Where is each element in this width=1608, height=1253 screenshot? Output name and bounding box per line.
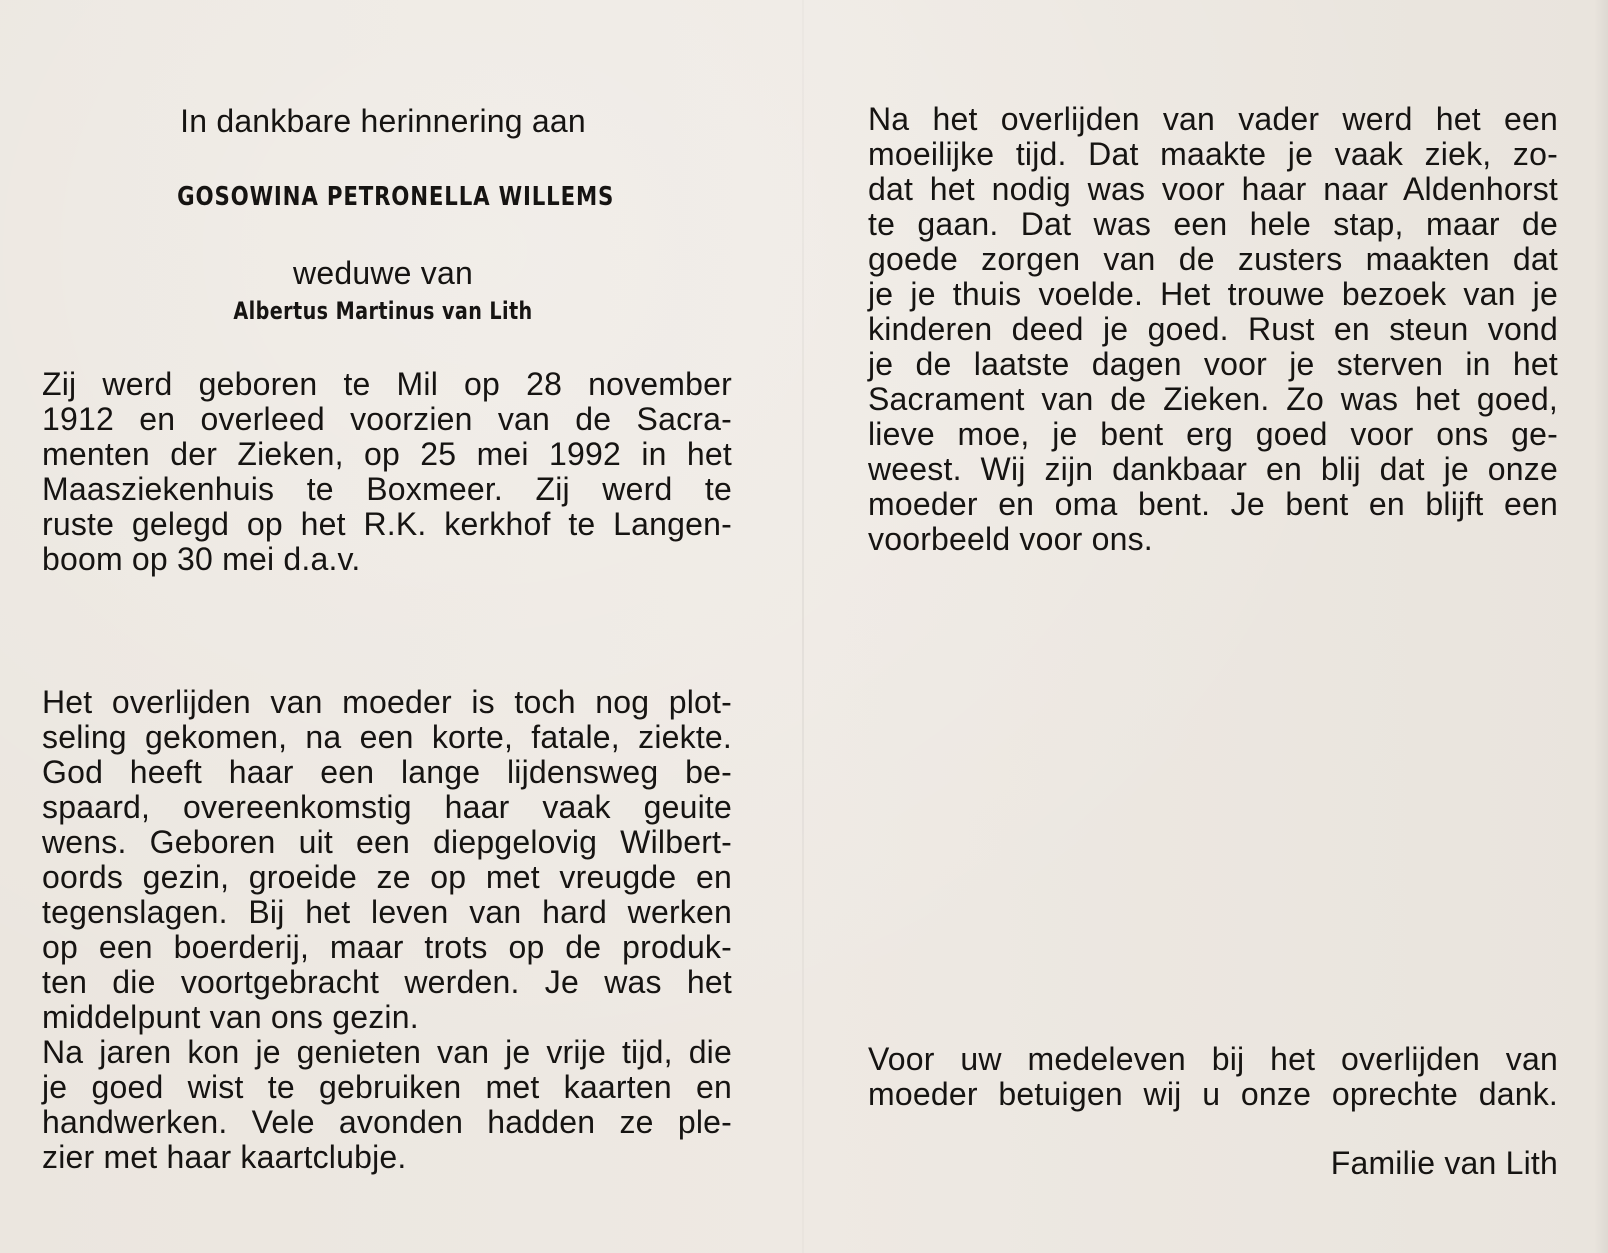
card-edge-shadow <box>1594 0 1608 1253</box>
story-line: je de laatste dagen voor je sterven in het <box>868 346 1558 382</box>
widow-of-label: weduwe van <box>293 255 473 291</box>
story-line: ten die voortgebracht werden. Je was het <box>42 964 732 1000</box>
story-line: goede zorgen van de zusters maakten dat <box>868 241 1558 277</box>
thanks-line: moeder betuigen wij u onze oprechte dank. <box>868 1076 1558 1112</box>
intro-line: In dankbare herinnering aan <box>180 103 586 139</box>
story-line: voorbeeld voor ons. <box>868 521 1153 557</box>
story-line: Sacrament van de Zieken. Zo was het goed, <box>868 381 1558 417</box>
story-line: kinderen deed je goed. Rust en steun vond <box>868 311 1558 347</box>
story-line: God heeft haar een lange lijdensweg be- <box>42 754 732 790</box>
fold-line <box>802 0 804 1253</box>
bio-line: menten der Zieken, op 25 mei 1992 in het <box>42 436 732 472</box>
story-line: tegenslagen. Bij het leven van hard werken <box>42 894 732 930</box>
story-line: te gaan. Dat was een hele stap, maar de <box>868 206 1558 242</box>
story-line: dat het nodig was voor haar naar Aldenhorst <box>868 171 1558 207</box>
story-line: je goed wist te gebruiken met kaarten en <box>42 1069 732 1105</box>
story-line: lieve moe, je bent erg goed voor ons ge- <box>868 416 1558 452</box>
story-line: Na jaren kon je genieten van je vrije tijd, die <box>42 1034 732 1070</box>
bio-line: Maasziekenhuis te Boxmeer. Zij werd te <box>42 471 732 507</box>
story-line: Het overlijden van moeder is toch nog plot- <box>42 684 732 720</box>
story-line: weest. Wij zijn dankbaar en blij dat je onze <box>868 451 1558 487</box>
story-line: spaard, overeenkomstig haar vaak geuite <box>42 789 732 825</box>
story-line: op een boerderij, maar trots op de produk- <box>42 929 732 965</box>
story-line: zier met haar kaartclubje. <box>42 1139 407 1175</box>
husband-name: Albertus Martinus van Lith <box>233 297 533 325</box>
story-line: moeder en oma bent. Je bent en blijft een <box>868 486 1558 522</box>
story-line: oords gezin, groeide ze op met vreugde en <box>42 859 732 895</box>
story-line: seling gekomen, na een korte, fatale, ziekte. <box>42 719 732 755</box>
story-line: handwerken. Vele avonden hadden ze ple- <box>42 1104 732 1140</box>
thanks-line: Voor uw medeleven bij het overlijden van <box>868 1041 1558 1077</box>
story-line: wens. Geboren uit een diepgelovig Wilbert- <box>42 824 732 860</box>
deceased-name: GOSOWINA PETRONELLA WILLEMS <box>177 182 615 212</box>
family-signature: Familie van Lith <box>1330 1145 1558 1181</box>
story-line: moeilijke tijd. Dat maakte je vaak ziek, zo- <box>868 136 1558 172</box>
bio-line: boom op 30 mei d.a.v. <box>42 541 361 577</box>
story-line: Na het overlijden van vader werd het een <box>868 101 1558 137</box>
bio-line: Zij werd geboren te Mil op 28 november <box>42 366 732 402</box>
story-line: je je thuis voelde. Het trouwe bezoek van je <box>868 276 1558 312</box>
bio-line: 1912 en overleed voorzien van de Sacra- <box>42 401 732 437</box>
bio-line: ruste gelegd op het R.K. kerkhof te Langen- <box>42 506 732 542</box>
story-line: middelpunt van ons gezin. <box>42 999 419 1035</box>
